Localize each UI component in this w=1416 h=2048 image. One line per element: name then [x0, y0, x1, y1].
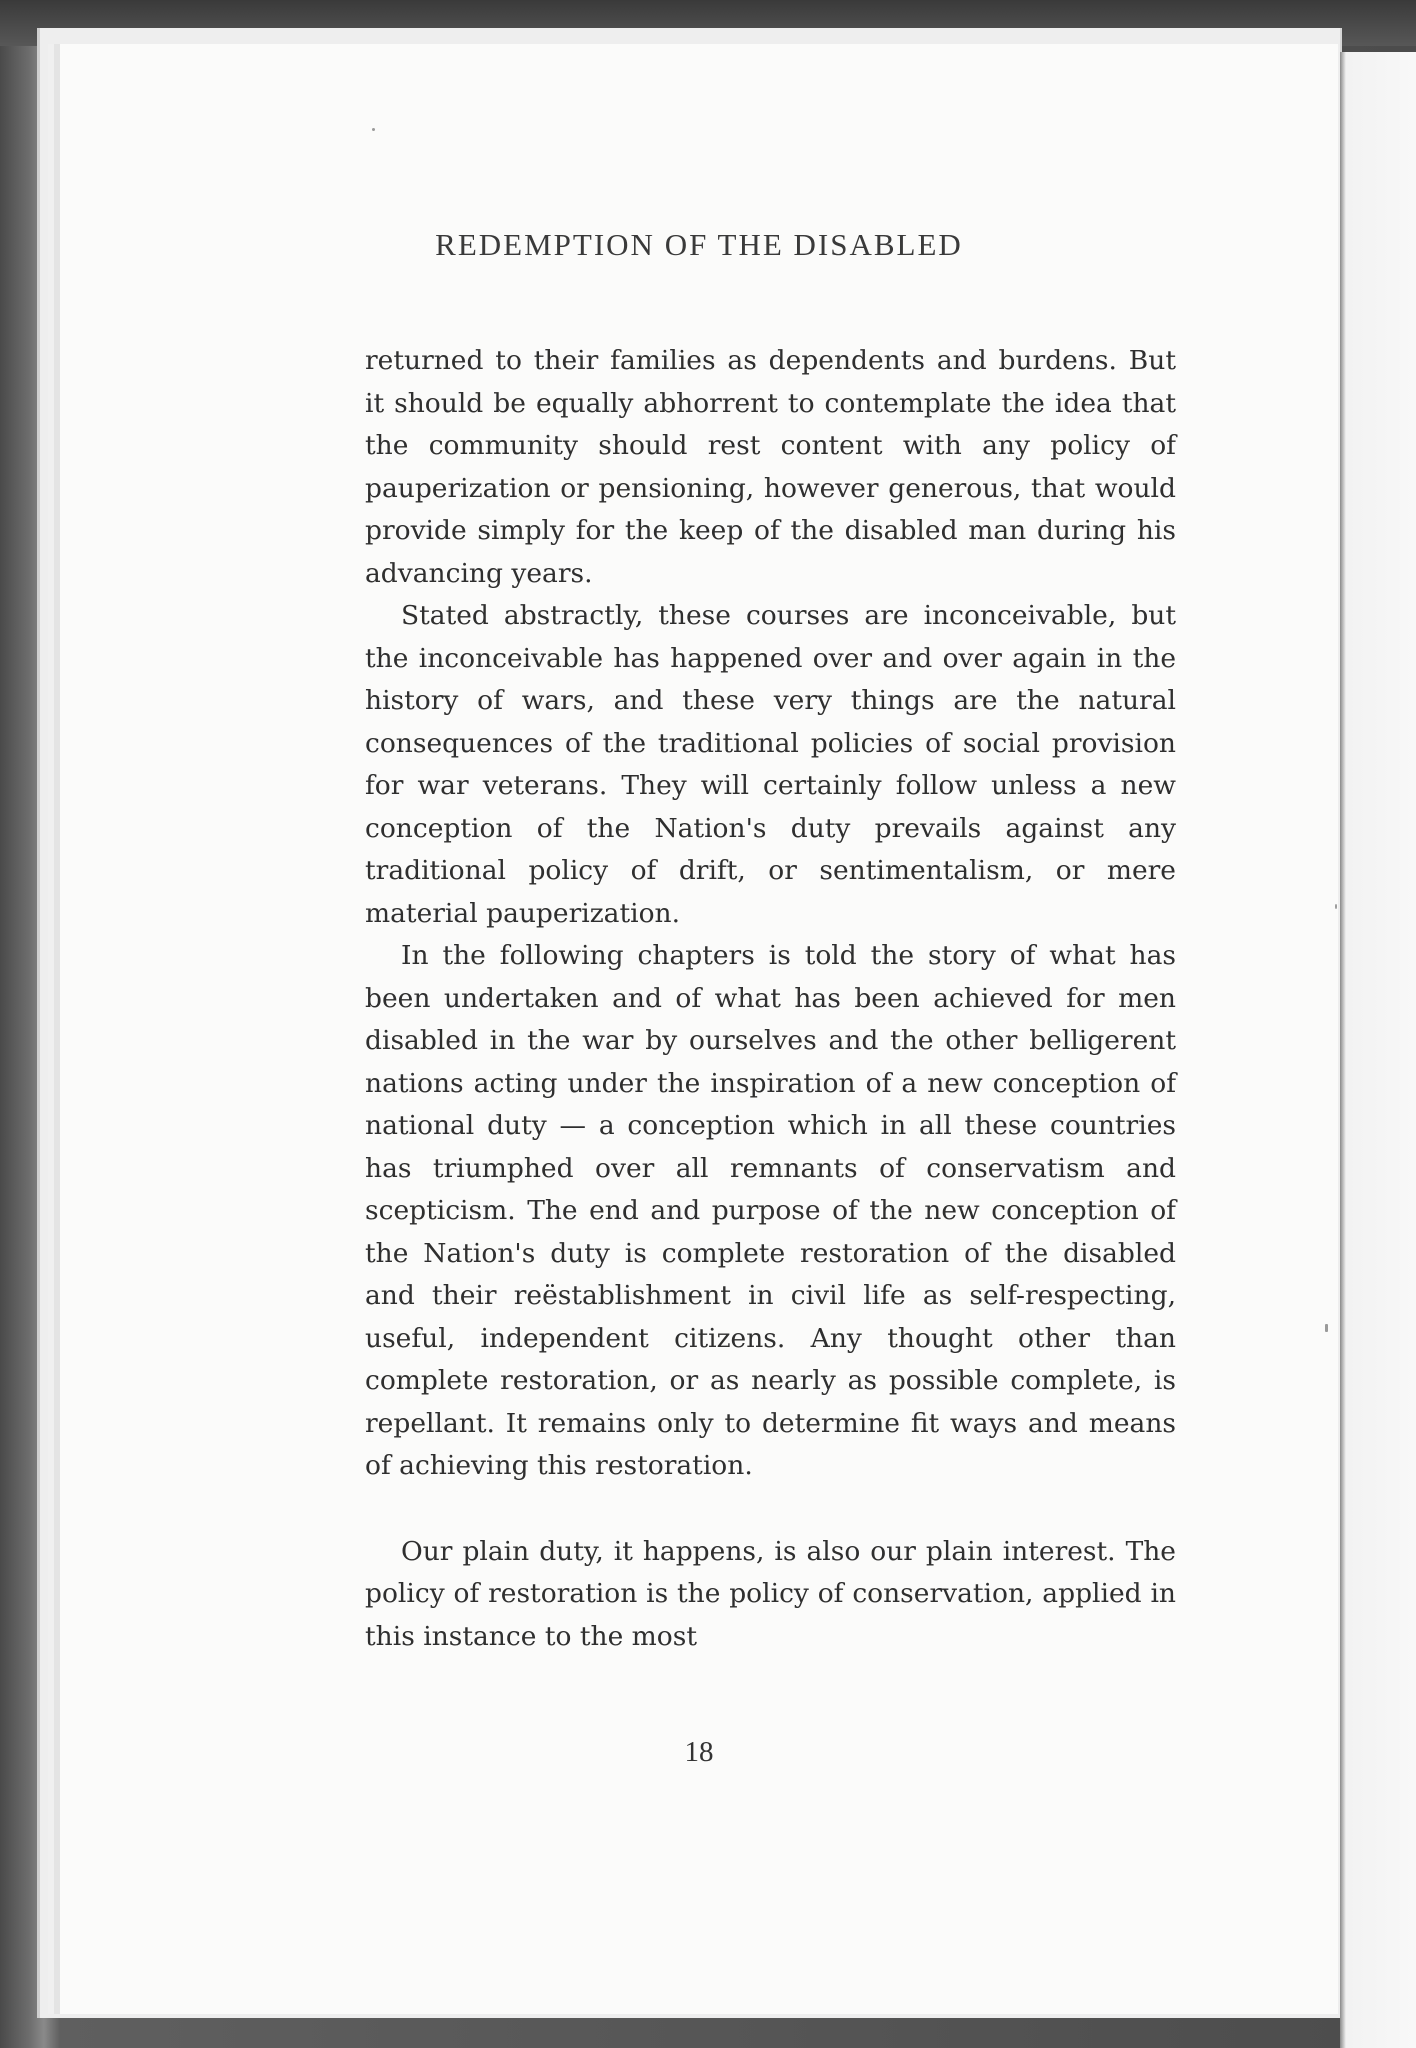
paragraph: Our plain duty, it happens, is also our plain interest. The policy of restoration is the policy of conservation, applied in this instance to the most — [365, 1535, 1176, 1652]
page-number: 18 — [684, 1736, 714, 1768]
scan-speck — [1325, 1324, 1328, 1332]
running-head: REDEMPTION OF THE DISABLED — [435, 227, 963, 262]
paragraph: Stated abstractly, these courses are inconceivable, but the inconceivable has happened over and over again in the history of wars, and these very things are the natural consequences of the traditional policies of social provision for war veterans. They will certainly follow unless a new conception of the Nation's duty prevails against any traditional policy of drift, or sentimentalism, or mere material pauperization. — [365, 600, 1176, 929]
paragraph: In the following chapters is told the story of what has been undertaken and of what has been achieved for men disabled in the war by ourselves and the other belligerent nations acting under the inspiration of a new conception of national duty — a conception which in all these countries has triumphed over all remnants of conservatism and scepticism. The end and purpose of the new conception of the Nation's duty is complete restoration of the disabled and their reëstablishment in civil life as self-respecting, useful, independent citizens. Any thought other than complete restoration, or as nearly as possible complete, is repellant. It remains only to determine fit ways and means of achieving this restoration. — [365, 940, 1176, 1481]
book-page — [60, 44, 1338, 2014]
paragraph-continued: returned to their families as dependents and burdens. But it should be equally abhorrent to contemplate the idea that the community should rest content with any policy of pauperization or pensioning, however generous, that would provide simply for the keep of the disabled man during his advancing years. — [365, 345, 1176, 589]
scan-speck — [1335, 904, 1337, 909]
facing-page-edge — [1340, 52, 1416, 2048]
scan-speck — [372, 128, 375, 131]
page-body-text — [365, 340, 1176, 1658]
